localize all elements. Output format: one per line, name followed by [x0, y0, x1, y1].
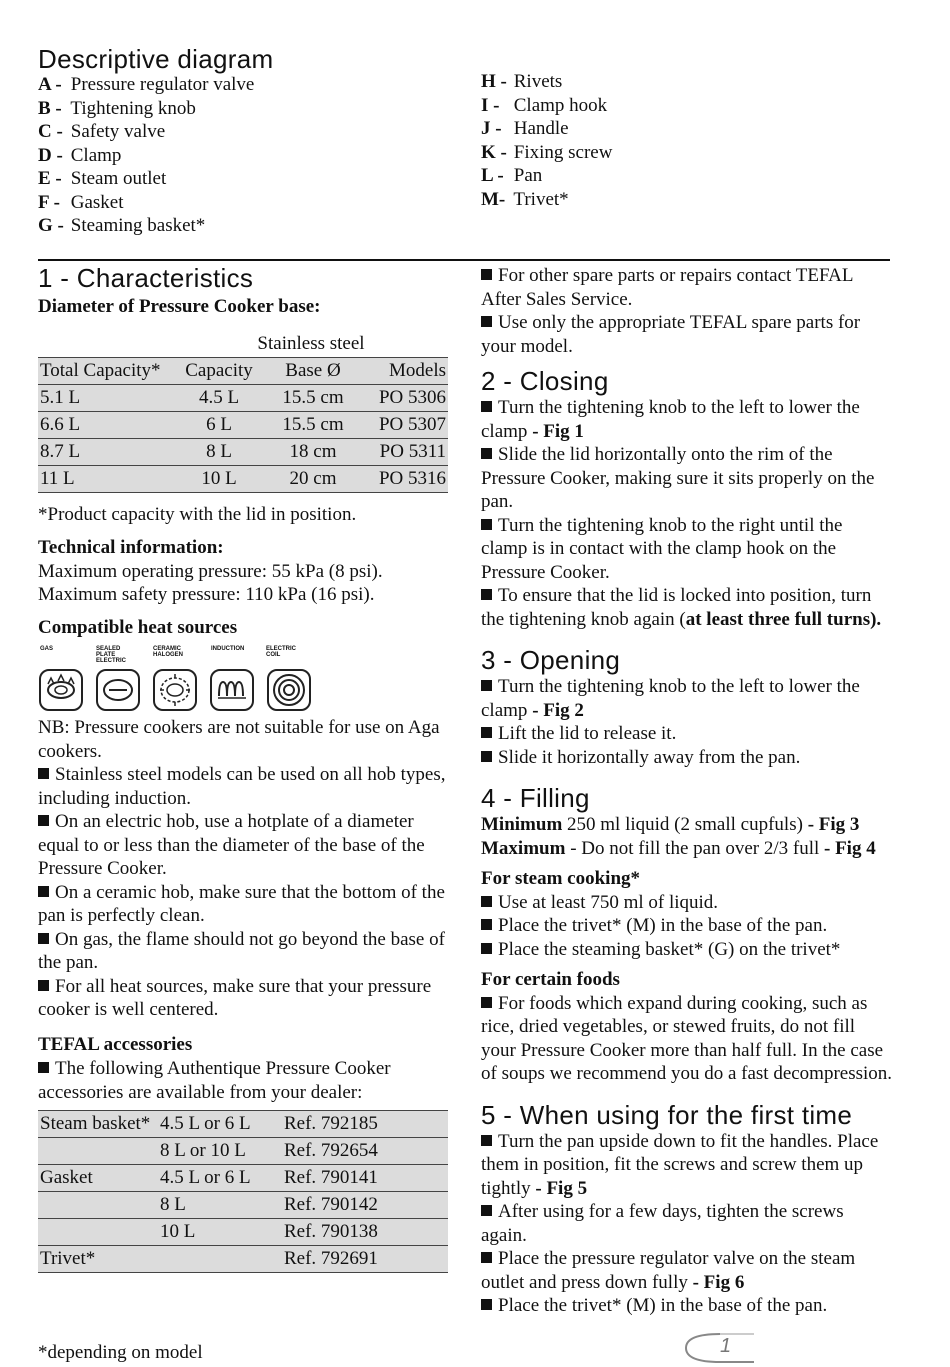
part-name: Trivet* [513, 188, 569, 210]
table-row [38, 1192, 448, 1219]
part-letter: D - [38, 144, 63, 166]
part-letter: A - [38, 74, 62, 95]
section-divider [38, 259, 890, 261]
part-item [481, 164, 612, 188]
part-name: Fixing screw [513, 141, 613, 163]
opening-title: 3 - Opening [481, 645, 621, 675]
bullet-square [38, 933, 49, 944]
group-header: Stainless steel [174, 331, 448, 358]
table-cell: 6 L [174, 412, 264, 439]
heat-label-electric-coil: ELECTRIC COIL [266, 646, 296, 658]
table-cell: PO 5306 [362, 385, 448, 412]
bullet-square [38, 768, 49, 779]
filling-minimum: Minimum 250 ml liquid (2 small cupfuls) - Fig 3 [481, 814, 860, 835]
spare-parts-bullet: Use only the appropriate TEFAL spare parts for your model. [481, 312, 861, 357]
table-cell: 4.5 L or 6 L [158, 1111, 282, 1138]
table-cell: 10 L [174, 466, 264, 493]
part-item [481, 188, 612, 212]
heat-label-sealed-plate: SEALED PLATE ELECTRIC [96, 646, 126, 664]
bullet-square [481, 1252, 492, 1263]
part-letter: B - [38, 97, 62, 119]
accessories-title: TEFAL accessories [38, 1034, 193, 1055]
fig-ref: - Fig 1 [532, 420, 584, 442]
bullet-square [481, 316, 492, 327]
table-row [38, 1165, 448, 1192]
hob-bullet: Stainless steel models can be used on all hob types, including induction. [38, 764, 446, 809]
closing-step: Slide the lid horizontally onto the rim of the Pressure Cooker, making sure it sits properly on the pan. [481, 444, 875, 512]
bullet-square [481, 997, 492, 1008]
part-letter: J - [481, 118, 502, 139]
part-letter: M- [481, 188, 506, 210]
table-cell: 15.5 cm [264, 412, 362, 439]
column-header: Capacity [174, 358, 264, 385]
table-cell: 4.5 L [174, 385, 264, 412]
hob-bullets [38, 763, 450, 1022]
table-cell: 18 cm [264, 439, 362, 466]
part-item [481, 94, 612, 118]
gas-icon [40, 670, 82, 710]
table-cell [38, 1192, 158, 1219]
column-header: Total Capacity* [38, 358, 174, 385]
fig-ref: - Fig 2 [532, 699, 584, 721]
steam-step: Place the trivet* (M) in the base of the pan. [481, 914, 893, 938]
part-item [481, 70, 612, 94]
table-cell [158, 1246, 282, 1273]
induction-icon [211, 670, 253, 710]
foods-text: For foods which expand during cooking, such as rice, dried vegetables, or stewed fruits, do not fill your Pressure Cooker more than half full. In the case of soups we recommend you do a fast decompression. [481, 992, 893, 1084]
characteristics-title: 1 - Characteristics [38, 263, 254, 293]
table-cell: 8 L [174, 439, 264, 466]
table-cell: PO 5311 [362, 439, 448, 466]
first-time-title: 5 - When using for the first time [481, 1099, 853, 1130]
column-header: Models [362, 358, 448, 385]
table-cell [38, 1138, 158, 1165]
table-cell: PO 5307 [362, 412, 448, 439]
bullet-square [38, 886, 49, 897]
bullet-square [481, 943, 492, 954]
bullet-square [481, 519, 492, 530]
fig-ref: - Fig 6 [692, 1271, 745, 1293]
first-time-step: Place the trivet* (M) in the base of the pan. [481, 1294, 893, 1318]
table-cell: Ref. 790142 [282, 1192, 448, 1219]
parts-list-right [481, 70, 612, 211]
foods-title: For certain foods [481, 969, 620, 990]
first-time-step: Turn the pan upside down to fit the handles. Place them in position, fit the screws and screw them up tightly - Fig 5 [481, 1130, 879, 1199]
part-letter: G - [38, 215, 64, 236]
sealed-plate-icon [97, 670, 139, 710]
table-cell: Gasket [38, 1165, 158, 1192]
table-cell: 8 L or 10 L [158, 1138, 282, 1165]
hob-bullet: On a ceramic hob, make sure that the bottom of the pan is perfectly clean. [38, 881, 445, 926]
part-name: Pressure regulator valve [70, 74, 255, 95]
table-row [38, 1246, 448, 1273]
table-cell: Ref. 790141 [282, 1165, 448, 1192]
bullet-square [481, 589, 492, 600]
table-cell: Ref. 792691 [282, 1246, 448, 1273]
part-name: Steam outlet [70, 168, 167, 189]
table-cell: PO 5316 [362, 466, 448, 493]
closing-step: Turn the tightening knob to the left to lower the clamp - Fig 1 [481, 397, 860, 442]
part-item [38, 167, 254, 191]
bullet-square [481, 1135, 492, 1146]
part-letter: E - [38, 168, 62, 189]
bullet-square [481, 751, 492, 762]
bullet-square [481, 919, 492, 930]
heat-label-induction: INDUCTION [211, 646, 245, 652]
part-item [38, 73, 254, 97]
table-row [38, 439, 448, 466]
bullet-square [481, 896, 492, 907]
part-item [38, 144, 254, 168]
bullet-square [38, 980, 49, 991]
part-name: Rivets [513, 71, 563, 92]
accessories-intro: The following Authentique Pressure Cooker accessories are available from your dealer: [38, 1058, 391, 1103]
heat-label-gas: GAS [40, 646, 54, 652]
steam-step: Place the steaming basket* (G) on the trivet* [481, 938, 893, 962]
closing-step: To ensure that the lid is locked into position, turn the tightening knob again (at least three full turns). [481, 585, 882, 630]
part-letter: C - [38, 121, 63, 142]
part-name: Tightening knob [70, 97, 196, 119]
spare-parts-bullet: For other spare parts or repairs contact TEFAL After Sales Service. [481, 265, 853, 310]
hob-bullet: On gas, the flame should not go beyond the base of the pan. [38, 928, 445, 973]
table-cell: 6.6 L [38, 412, 174, 439]
table-header-row [38, 358, 448, 385]
part-name: Steaming basket* [70, 215, 206, 236]
part-name: Clamp hook [513, 94, 608, 116]
opening-step: Slide it horizontally away from the pan. [481, 746, 893, 770]
fig-ref: - Fig 5 [535, 1177, 588, 1199]
steam-title: For steam cooking* [481, 868, 641, 889]
table-cell: 4.5 L or 6 L [158, 1165, 282, 1192]
table-row [38, 1111, 448, 1138]
part-item [38, 120, 254, 144]
table-cell: 5.1 L [38, 385, 174, 412]
part-letter: F - [38, 191, 60, 213]
table-cell: Ref. 790138 [282, 1219, 448, 1246]
table-cell: 8 L [158, 1192, 282, 1219]
part-name: Handle [513, 118, 569, 139]
table-cell: 8.7 L [38, 439, 174, 466]
bullet-square [481, 1205, 492, 1216]
part-item [481, 141, 612, 165]
bullet-square [481, 680, 492, 691]
bullet-square [481, 727, 492, 738]
accessories-table [38, 1110, 448, 1273]
steam-step: Use at least 750 ml of liquid. [481, 891, 893, 915]
heat-icons [38, 668, 328, 712]
part-letter: I - [481, 94, 500, 116]
heat-label-ceramic: CERAMIC HALOGEN [153, 646, 183, 658]
part-name: Safety valve [70, 121, 166, 142]
first-time-step: Place the pressure regulator valve on the steam outlet and press down fully - Fig 6 [481, 1248, 856, 1293]
part-name: Gasket [70, 191, 124, 213]
table-row [38, 1138, 448, 1165]
table-row [38, 385, 448, 412]
part-name: Pan [513, 165, 543, 186]
filling-maximum: Maximum - Do not fill the pan over 2/3 full - Fig 4 [481, 837, 876, 859]
part-letter: H - [481, 71, 507, 92]
descriptive-title: Descriptive diagram [38, 44, 274, 74]
table-cell: Ref. 792185 [282, 1111, 448, 1138]
table-cell: Steam basket* [38, 1111, 158, 1138]
parts-list-left [38, 73, 254, 238]
diameter-subtitle: Diameter of Pressure Cooker base: [38, 296, 321, 317]
part-item [38, 214, 254, 238]
ceramic-halogen-icon [154, 670, 196, 710]
part-item [38, 191, 254, 215]
tech-title: Technical information: [38, 537, 224, 558]
bullet-square [38, 1062, 49, 1073]
table-cell: Ref. 792654 [282, 1138, 448, 1165]
page-number: 1 [720, 1335, 732, 1357]
bullet-square [481, 401, 492, 412]
closing-title: 2 - Closing [481, 366, 609, 396]
table-row [38, 412, 448, 439]
aga-note: NB: Pressure cookers are not suitable for use on Aga cookers. [38, 717, 440, 762]
fig-ref: - Fig 3 [807, 814, 860, 835]
tech-line: Maximum safety pressure: 110 kPa (16 psi). [38, 584, 375, 605]
table-cell [38, 1219, 158, 1246]
footer-note: *depending on model [38, 1342, 203, 1363]
table-row [38, 466, 448, 493]
table-cell: Trivet* [38, 1246, 158, 1273]
bullet-square [481, 448, 492, 459]
closing-step: Turn the tightening knob to the right until the clamp is in contact with the clamp hook on the Pressure Cooker. [481, 514, 843, 583]
table-cell: 11 L [38, 466, 174, 493]
fig-ref: - Fig 4 [824, 837, 876, 859]
capacity-table [38, 331, 448, 493]
part-letter: L - [481, 165, 504, 186]
bullet-square [38, 815, 49, 826]
part-item [481, 117, 612, 141]
table-cell: 15.5 cm [264, 385, 362, 412]
table-row [38, 1219, 448, 1246]
first-time-step: After using for a few days, tighten the screws again. [481, 1201, 844, 1246]
bullet-square [481, 1299, 492, 1310]
filling-title: 4 - Filling [481, 783, 590, 813]
bullet-square [481, 269, 492, 280]
right-column [481, 264, 893, 1318]
table-cell: 10 L [158, 1219, 282, 1246]
hob-bullet: For all heat sources, make sure that your pressure cooker is well centered. [38, 975, 432, 1020]
heat-sources [38, 646, 328, 712]
opening-step: Turn the tightening knob to the left to lower the clamp - Fig 2 [481, 676, 860, 721]
part-name: Clamp [70, 144, 122, 166]
capacity-note: *Product capacity with the lid in position. [38, 504, 357, 525]
opening-step: Lift the lid to release it. [481, 722, 893, 746]
column-header: Base Ø [264, 358, 362, 385]
tech-line: Maximum operating pressure: 55 kPa (8 psi). [38, 561, 383, 582]
part-letter: K - [481, 141, 507, 163]
hob-bullet: On an electric hob, use a hotplate of a diameter equal to or less than the diameter of the base of the Pressure Cooker. [38, 811, 425, 879]
heat-title: Compatible heat sources [38, 617, 238, 638]
electric-coil-icon [268, 670, 310, 710]
part-item [38, 97, 254, 121]
table-cell: 20 cm [264, 466, 362, 493]
